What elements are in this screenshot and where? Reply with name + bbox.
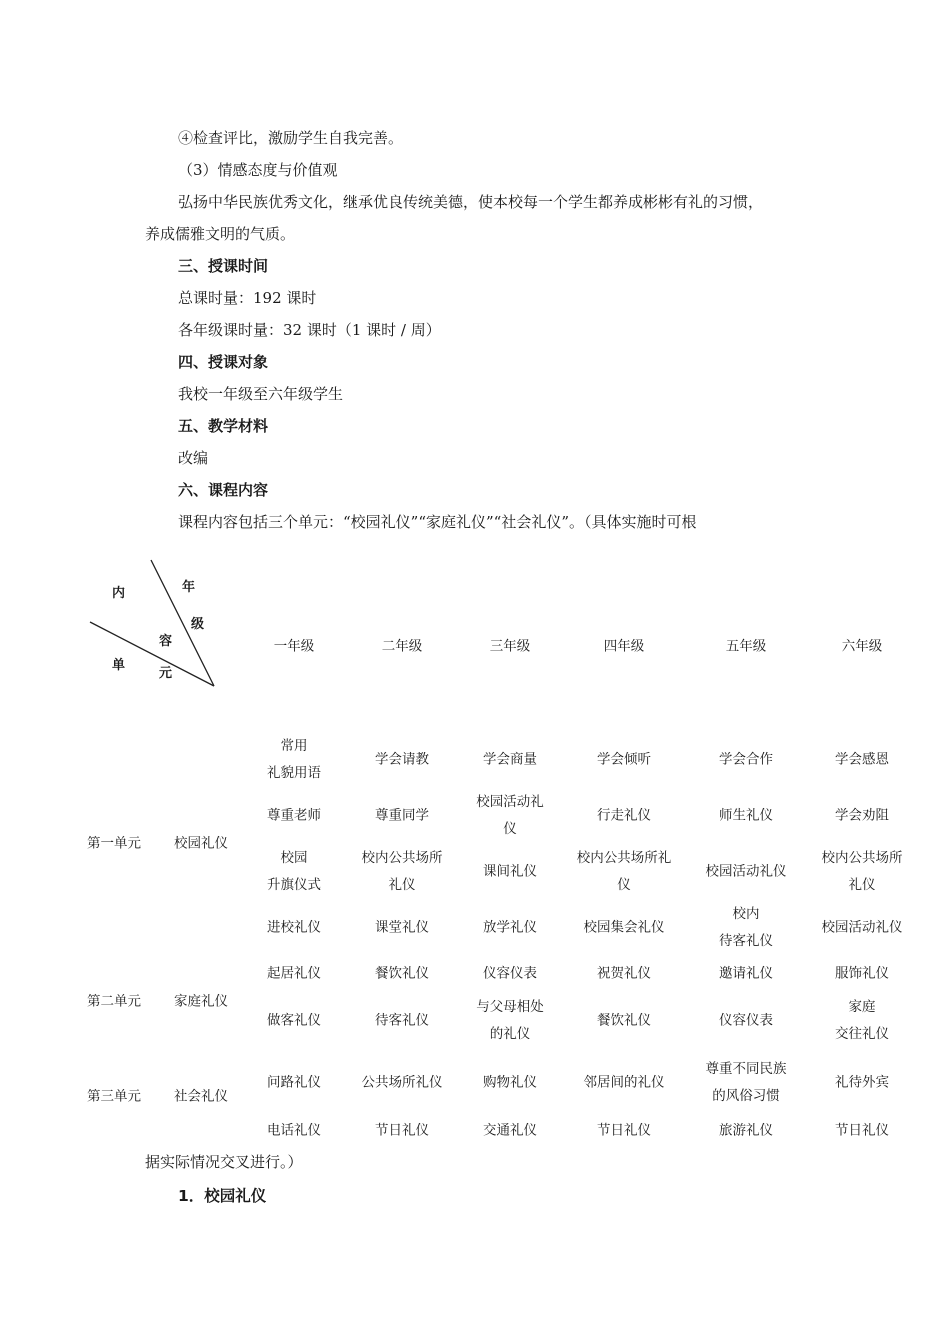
paragraph: 课程内容包括三个单元：“校园礼仪”“家庭礼仪”“社会礼仪”。（具体实施时可根	[178, 513, 697, 531]
corner-label: 内	[112, 586, 126, 601]
section-heading: 五、教学材料	[178, 417, 269, 435]
table-cell: 校园活动礼仪	[705, 863, 787, 880]
paragraph: 据实际情况交叉进行。）	[145, 1153, 303, 1171]
table-cell: 待客礼仪	[375, 1012, 429, 1029]
table-cell: 节日礼仪	[835, 1122, 889, 1139]
grade-header: 四年级	[603, 638, 645, 655]
table-cell: 交通礼仪	[483, 1122, 537, 1139]
table-cell: 校园活动礼仪	[821, 919, 903, 936]
table-cell: 公共场所礼仪	[361, 1074, 443, 1091]
section-heading: 六、课程内容	[178, 481, 269, 499]
table-corner-header	[88, 558, 218, 692]
paragraph: 总课时量：192 课时	[178, 289, 317, 307]
unit-name: 社会礼仪	[174, 1088, 228, 1105]
grade-header: 三年级	[489, 638, 531, 655]
table-cell: 与父母相处 的礼仪	[476, 999, 544, 1042]
section-heading: 三、授课时间	[178, 257, 269, 275]
table-cell: 问路礼仪	[267, 1074, 321, 1091]
table-cell: 祝贺礼仪	[597, 965, 651, 982]
grade-header: 二年级	[381, 638, 423, 655]
table-cell: 邻居间的礼仪	[583, 1074, 665, 1091]
table-cell: 仪容仪表	[483, 965, 537, 982]
table-cell: 学会劝阻	[835, 807, 889, 824]
paragraph: 各年级课时量：32 课时（1 课时 / 周）	[178, 321, 441, 339]
table-cell: 电话礼仪	[267, 1122, 321, 1139]
grade-header: 六年级	[841, 638, 883, 655]
unit-name: 家庭礼仪	[174, 993, 228, 1010]
section-heading: 四、授课对象	[178, 353, 269, 371]
table-cell: 学会感恩	[835, 751, 889, 768]
corner-label: 级	[191, 617, 205, 632]
paragraph: 弘扬中华民族优秀文化，继承优良传统美德，使本校每一个学生都养成彬彬有礼的习惯，	[178, 193, 764, 211]
table-cell: 课间礼仪	[483, 863, 537, 880]
table-cell: 尊重同学	[375, 807, 429, 824]
table-cell: 校内公共场所 礼仪	[361, 850, 443, 893]
paragraph: 养成儒雅文明的气质。	[145, 225, 296, 243]
grade-header: 五年级	[725, 638, 767, 655]
table-cell: 尊重老师	[267, 807, 321, 824]
table-cell: 师生礼仪	[719, 807, 773, 824]
table-cell: 学会商量	[483, 751, 537, 768]
unit-name: 校园礼仪	[174, 835, 228, 852]
corner-label: 年	[182, 580, 196, 595]
table-cell: 放学礼仪	[483, 919, 537, 936]
corner-label: 单	[112, 658, 126, 673]
subsection-heading: 1．校园礼仪	[178, 1187, 267, 1205]
table-cell: 邀请礼仪	[719, 965, 773, 982]
unit-label: 第二单元	[87, 993, 141, 1010]
table-cell: 餐饮礼仪	[375, 965, 429, 982]
table-cell: 学会请教	[375, 751, 429, 768]
table-cell: 学会倾听	[597, 751, 651, 768]
unit-label: 第三单元	[87, 1088, 141, 1105]
table-cell: 校内 待客礼仪	[719, 906, 773, 949]
table-cell: 餐饮礼仪	[597, 1012, 651, 1029]
paragraph: 我校一年级至六年级学生	[178, 385, 344, 403]
table-cell: 校园 升旗仪式	[267, 850, 321, 893]
table-cell: 礼待外宾	[835, 1074, 889, 1091]
table-cell: 仪容仪表	[719, 1012, 773, 1029]
table-cell: 常用 礼貌用语	[267, 738, 321, 781]
table-cell: 做客礼仪	[267, 1012, 321, 1029]
table-cell: 校园活动礼 仪	[476, 794, 544, 837]
table-cell: 起居礼仪	[267, 965, 321, 982]
table-cell: 尊重不同民族 的风俗习惯	[705, 1061, 787, 1104]
table-cell: 服饰礼仪	[835, 965, 889, 982]
paragraph: （3）情感态度与价值观	[178, 161, 338, 179]
table-cell: 校内公共场所礼 仪	[576, 850, 672, 893]
table-cell: 校园集会礼仪	[583, 919, 665, 936]
table-cell: 学会合作	[719, 751, 773, 768]
table-cell: 旅游礼仪	[719, 1122, 773, 1139]
corner-label: 元	[159, 666, 173, 681]
corner-label: 容	[159, 634, 173, 649]
paragraph: 改编	[178, 449, 209, 467]
table-cell: 课堂礼仪	[375, 919, 429, 936]
grade-header: 一年级	[273, 638, 315, 655]
table-cell: 进校礼仪	[267, 919, 321, 936]
table-cell: 家庭 交往礼仪	[835, 999, 889, 1042]
table-cell: 节日礼仪	[375, 1122, 429, 1139]
paragraph: ④检查评比，激励学生自我完善。	[178, 129, 404, 147]
table-cell: 校内公共场所 礼仪	[821, 850, 903, 893]
unit-label: 第一单元	[87, 835, 141, 852]
table-cell: 行走礼仪	[597, 807, 651, 824]
table-cell: 节日礼仪	[597, 1122, 651, 1139]
table-cell: 购物礼仪	[483, 1074, 537, 1091]
